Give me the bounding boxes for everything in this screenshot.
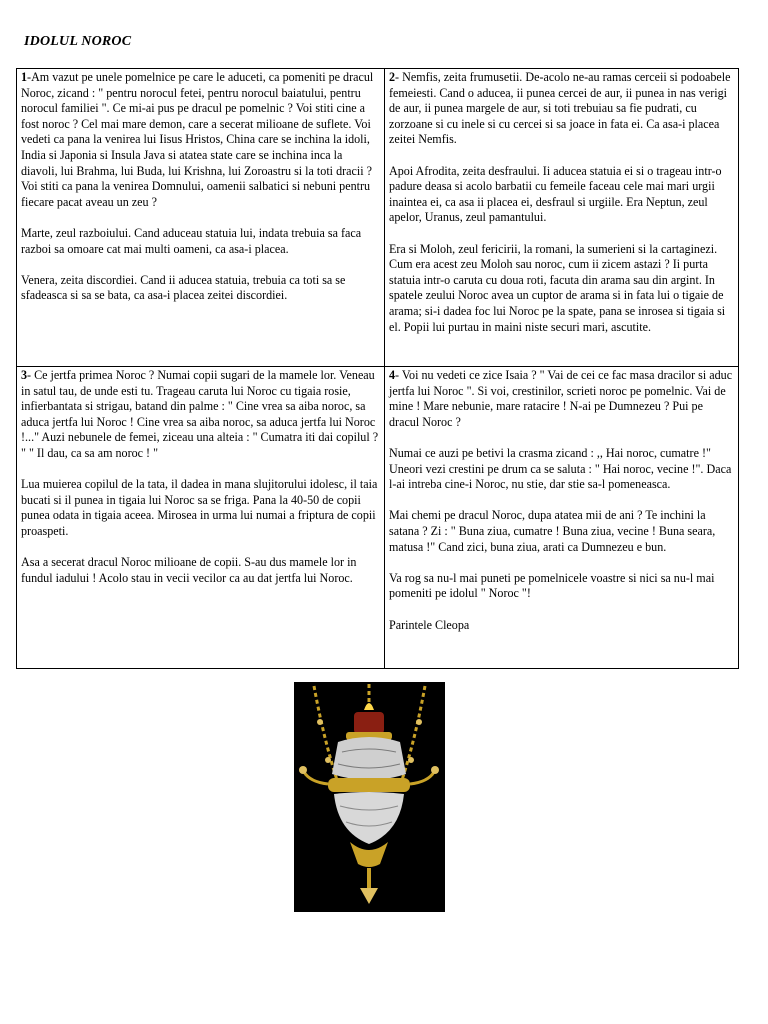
content-table [16, 68, 739, 669]
document-title: IDOLUL NOROC [24, 34, 132, 49]
cell-paragraph: Marte, zeul razboiului. Cand aduceau statuia lui, indata trebuia sa faca razboi sa omoare cat mai multi oameni, ca asa-i placea. [21, 225, 362, 256]
cell-paragraph: Venera, zeita discordiei. Cand ii aducea statuia, trebuia ca toti sa se sfadeasca si sa se bata, ca asa-i placea zeitei discordiei. [21, 272, 346, 303]
cell-paragraph: Mai chemi pe dracul Noroc, dupa atatea mii de ani ? Te inchini la satana ? Zi : " Buna ziua, cumatre ! Buna ziua, vecine ! Buna seara, matusa !" Cand zici, buna ziua, arati ca Dumnezeu e bun. [389, 508, 716, 554]
hanging-oil-lamp-icon [294, 682, 445, 912]
cell-3 [17, 367, 385, 669]
cell-paragraph: Lua muierea copilul de la tata, il dadea in mana slujitorului idolesc, il taia bucati si il punea in tigaia lui Noroc sa se friga. Pana la 40-50 de copii punea odata in tigaia aceea. Mirosea in urma lui numai a friptura de copii proaspeti. [21, 477, 378, 538]
cell-paragraph: 4- Voi nu vedeti ce zice Isaia ? " Vai de cei ce fac masa dracilor si aduc jertfa lui Noroc ". Si voi, crestinilor, scrieti noroc pe pomelnic. Vai de mine ! Mare nebunie, mare ratacire ! N-ai pe Dumnezeu ? Pui pe dracul Noroc ? [389, 368, 733, 429]
cell-4 [385, 367, 739, 669]
table-row [17, 69, 739, 367]
cell-number: 3 [21, 368, 28, 382]
cell-paragraph: 2- Nemfis, zeita frumusetii. De-acolo ne-au ramas cerceii si podoabele femeiesti. Cand o aducea, ii punea cercei de aur, ii punea in nas verigi de aur, ii punea margele de aur, si toti trebuiau sa fie pudrati, cu zorzoane si cu inele si cu cercei si sa joace in fata ei. Ca asa-i placea zeitei Nemfis. [389, 70, 731, 147]
cell-paragraph: Apoi Afrodita, zeita desfraului. Ii aducea statuia ei si o trageau intr-o padure deasa si acolo barbatii cu femeile faceau cele mai mari urgii inaintea ei, ca asa ii placea ei, desfraul si urgiile. Era Neptun, zeul apelor, Uranus, zeul pamantului. [389, 163, 722, 225]
cell-2 [385, 69, 739, 367]
hanging-oil-lamp-image [294, 682, 445, 912]
cell-1 [17, 69, 385, 367]
cell-number: 2 [389, 70, 396, 84]
cell-paragraph: 1-Am vazut pe unele pomelnice pe care le aduceti, ca pomeniti pe dracul Noroc, zicand : " pentru norocul fetei, pentru norocul baiatului, pentru norocul familiei ". Ce mi-ai pus pe dracul pe pomelnic ? Voi stiti cine a fost noroc ? Cel mai mare demon, care a secerat milioane de suflete. Voi vedeti ca pana la venirea lui Iisus Hristos, China care se inchina la idoli, India si Japonia si Insula Java si atatea state care se inchina inca la diavoli, lui Brahma, lui Buda, lui Krishna, lui Zoroastru si la toti dracii ? Voi stiti ca pana la venirea Domnului, oamenii salbatici si nebuni pentru fiecare pacat aveau un zeu ? [21, 70, 374, 209]
cell-paragraph: Asa a secerat dracul Noroc milioane de copii. S-au dus mamele lor in fundul iadului ! Acolo stau in vecii vecilor ca au dat jertfa lui Noroc. [21, 555, 357, 585]
table-row [17, 367, 739, 669]
cell-paragraph: Era si Moloh, zeul fericirii, la romani, la sumerieni si la cartaginezi. Cum era acest zeu Moloh sau noroc, cum ii zicem astazi ? Ii purta statuia intr-o caruta cu doua roti, facuta din arama sau din argint. In spatele zeului Noroc avea un cuptor de arama si in fata lui o tigaie de arama; si-i dadea foc lui Noroc pe la spate, pana se inrosea si tigaia si el. Popii lui purtau in maini niste securi mari, ascutite. [389, 241, 726, 334]
cell-paragraph: Va rog sa nu-l mai puneti pe pomelnicele voastre si nici sa nu-l mai pomeniti pe idolul " Noroc "! [389, 570, 715, 601]
cell-number: 4 [389, 368, 396, 382]
signature: Parintele Cleopa [389, 617, 470, 632]
cell-number: 1 [21, 70, 28, 84]
cell-paragraph: Numai ce auzi pe betivi la crasma zicand : ,, Hai noroc, cumatre !" Uneori vezi crestini pe drum ca se saluta : " Hai noroc, vecine !". Daca l-ai intreba cine-i Noroc, nu stie, dar stie sa-l pomeneasca. [389, 445, 732, 492]
cell-paragraph: 3- Ce jertfa primea Noroc ? Numai copii sugari de la mamele lor. Veneau in satul tau, de unde esti tu. Trageau caruta lui Noroc cu tigaia rosie, infierbantata si strigau, batand din palme : " Cine vrea sa aiba noroc, sa aduca jertfa lui Noroc ! Cine vrea sa aiba noroc, sa aduca jertfa lui Noroc !..." Auzi nebunele de femei, ziceau una alteia : " Cumatra iti dai copilul ? " " Il dau, ca sa am noroc ! " [21, 368, 379, 460]
